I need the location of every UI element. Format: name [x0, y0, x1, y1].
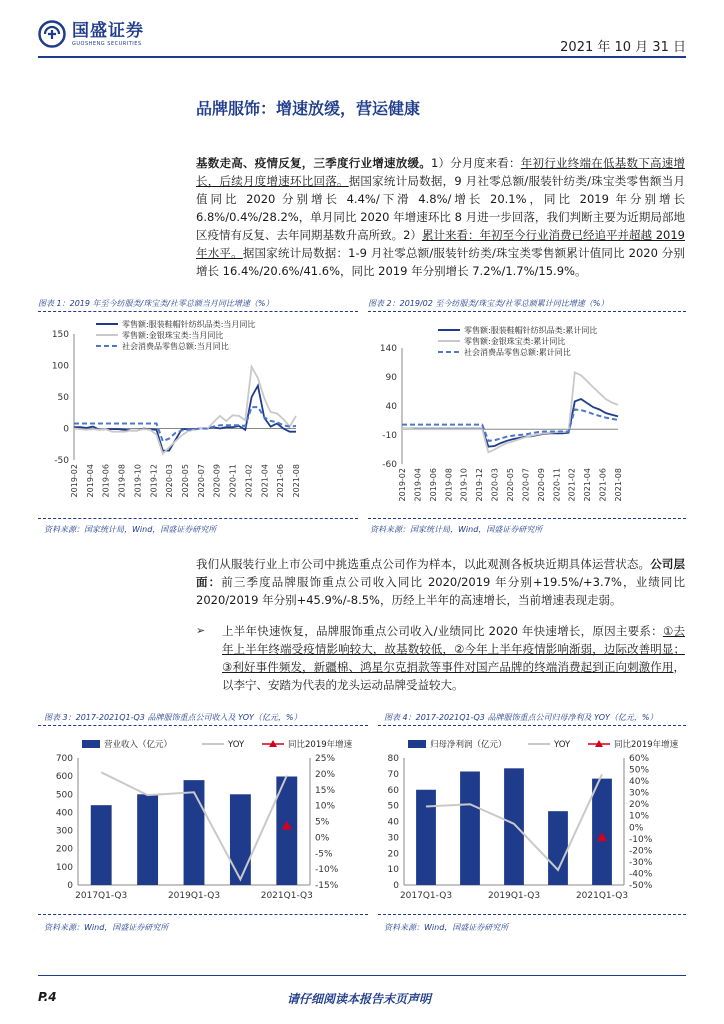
legend-label: 零售额:金银珠宝类:当月同比	[122, 331, 224, 340]
x-tick-label: 2021-08	[614, 468, 623, 502]
figure-1-caption: 图表 1：2019 年至今纺服类/珠宝类/社零总额当月同比增速（%）	[38, 299, 274, 308]
x-tick-label: 2021-02	[567, 468, 577, 502]
bar	[504, 768, 524, 885]
y-tick-label: 40	[385, 402, 397, 412]
y2-tick-label: 30%	[629, 788, 650, 799]
x-tick-label: 2020-09	[536, 468, 546, 502]
bar	[416, 790, 436, 885]
y-tick-label: 50	[57, 393, 69, 403]
y2-tick-label: 20%	[315, 769, 336, 780]
section-title: 品牌服饰：增速放缓，营运健康	[196, 99, 421, 118]
x-tick-label: 2021-04	[260, 464, 270, 498]
footer-disclaimer: 请仔细阅读本报告末页声明	[287, 992, 432, 1006]
y2-tick-label: 25%	[315, 754, 336, 764]
x-tick-label: 2017Q1-Q3	[399, 891, 453, 901]
brand-logo	[38, 20, 144, 48]
y2-tick-label: 10%	[629, 811, 650, 822]
x-tick-label: 2019-10	[459, 468, 469, 502]
legend-label: 营业收入（亿元）	[104, 740, 173, 750]
legend-label: 社会消费品零售总额:累计同比	[464, 348, 571, 357]
x-tick-label: 2019-06	[428, 468, 438, 502]
y2-tick-label: -20%	[629, 846, 653, 857]
bar	[137, 794, 158, 885]
x-tick-label: 2020-11	[552, 468, 562, 502]
y-tick-label: 600	[55, 772, 73, 783]
y2-tick-label: -40%	[629, 869, 653, 880]
paragraph-industry: 基数走高、疫情反复，三季度行业增速放缓。1）分月度来看：年初行业终端在低基数下高速增长，后续月度增速环比回落。据国家统计局数据，9 月社零总额/服装针纺类/珠宝类零售额当月值同比 2020 分别增长 4.4%/下滑 4.8%/增长 20.1%，同比 2019 年分别增长 6.8%/0.4%/28.2%，单月同比 2020 年增速环比 8 月进一步回落，我们判断主要为近期局部地区疫情有反复、去年同期基数升高所致。2）累计来看：年初至今行业消费已经追平并超越 2019 年水平。据国家统计局数据：1-9 月社零总额/服装针纺类/珠宝类零售额累计值同比 2020 分别增长 16.4%/20.6%/41.6%，同比 2019 年分别增长 7.2%/1.7%/15.9%。	[196, 156, 686, 278]
legend-label: 零售额:服装鞋帽针纺织品类:累计同比	[464, 326, 598, 335]
legend-swatch	[408, 740, 426, 748]
y-tick-label: 0	[393, 881, 399, 891]
y2-tick-label: 0%	[629, 823, 644, 834]
x-tick-label: 2019-02	[398, 468, 407, 502]
y2-tick-label: -10%	[315, 865, 339, 876]
chart-profit-yoy	[378, 730, 686, 910]
y-tick-label: 20	[387, 849, 399, 860]
x-tick-label: 2021-02	[244, 464, 254, 498]
y2-tick-label: -15%	[315, 881, 339, 891]
y2-tick-label: -5%	[315, 849, 333, 860]
x-tick-label: 2019-04	[85, 464, 95, 498]
figure-2-top-rule	[368, 311, 686, 312]
y-tick-label: 700	[55, 754, 73, 764]
brand-name-en: GUOSHENG SECURITIES	[72, 41, 142, 47]
x-tick-label: 2019-04	[413, 468, 423, 502]
x-tick-label: 2020-07	[196, 464, 206, 498]
y-tick-label: 140	[379, 344, 397, 354]
y-tick-label: 300	[55, 826, 73, 837]
y-tick-label: 200	[55, 844, 73, 855]
y-tick-label: 0	[67, 881, 73, 891]
chart-monthly-yoy	[38, 316, 358, 516]
x-tick-label: 2021-04	[583, 468, 593, 502]
x-tick-label: 2020-05	[181, 464, 190, 498]
figure-4-top-rule	[378, 725, 686, 726]
y2-tick-label: 0%	[315, 833, 330, 844]
x-tick-label: 2019-08	[444, 468, 454, 502]
x-tick-label: 2020-09	[212, 464, 222, 498]
figure-4-caption: 图表 4：2017-2021Q1-Q3 品牌服饰重点公司归母净利及 YOY（亿元，%）	[384, 713, 658, 722]
x-tick-label: 2021Q1-Q3	[575, 891, 629, 901]
x-tick-label: 2019Q1-Q3	[167, 891, 221, 901]
report-date: 2021 年 10 月 31 日	[560, 40, 686, 55]
figure-4-source: 资料来源：Wind，国盛证券研究所	[384, 923, 509, 932]
figure-2-caption: 图表 2：2019/02 至今纺服类/珠宝类/社零总额累计同比增速（%）	[368, 299, 609, 308]
figure-3-bottom-rule	[38, 914, 368, 915]
bar	[91, 805, 112, 885]
paragraph-company: 我们从服装行业上市公司中挑选重点公司作为样本，以此观测各板块近期具体运营状态。公司层面：前三季度品牌服饰重点公司收入同比 2020/2019 年分别+19.5%/+3.7%，业绩同比 2020/2019 年分别+45.9%/-8.5%，历经上半年的高速增长，当前增速表现走弱。	[196, 557, 685, 607]
paragraph-company-lead: 公司层面：	[196, 557, 685, 589]
x-tick-label: 2021Q1-Q3	[260, 891, 313, 901]
bar	[592, 779, 612, 885]
y-tick-label: 50	[387, 801, 399, 812]
series-line-1	[402, 399, 618, 447]
y-tick-label: 100	[51, 361, 69, 372]
figure-2-bottom-rule	[368, 518, 686, 519]
x-tick-label: 2020-07	[521, 468, 531, 502]
bar	[460, 771, 480, 885]
chart-revenue-yoy	[38, 730, 368, 910]
x-tick-label: 2020-03	[165, 464, 175, 498]
y-tick-label: 150	[51, 330, 69, 340]
x-tick-label: 2019-08	[117, 464, 127, 498]
y-tick-label: 60	[387, 785, 399, 796]
x-tick-label: 2019-12	[475, 468, 485, 502]
y-tick-label: -10	[382, 431, 397, 441]
y-tick-label: 90	[385, 373, 397, 383]
x-tick-label: 2021-06	[276, 464, 286, 498]
legend-label: 社会消费品零售总额:当月同比	[122, 342, 229, 351]
y2-tick-label: 20%	[629, 800, 650, 811]
x-tick-label: 2019Q1-Q3	[487, 891, 541, 901]
legend-label: YOY	[554, 740, 571, 750]
y-tick-label: 100	[55, 862, 73, 873]
bullet-arrow-icon: ➢	[196, 624, 206, 637]
y-tick-label: 70	[387, 769, 399, 780]
legend-label: YOY	[228, 740, 245, 750]
bullet-text: 上半年快速恢复，品牌服饰重点公司收入/业绩同比 2020 年快速增长，原因主要系：①去年上半年终端受疫情影响较大，故基数较低，②今年上半年疫情影响渐弱，边际改善明显；③利好事件频发，新疆棉、鸿星尔克捐款等事件对国产品牌的终端消费起到正向刺激作用，以李宁、安踏为代表的龙头运动品牌受益较大。	[222, 624, 686, 692]
paragraph-lead: 基数走高、疫情反复，三季度行业增速放缓。	[196, 156, 431, 170]
x-tick-label: 2020-03	[490, 468, 500, 502]
x-tick-label: 2019-06	[101, 464, 111, 498]
figure-1-bottom-rule	[38, 518, 358, 519]
y-tick-label: 80	[387, 754, 399, 764]
series-line-3	[402, 410, 618, 441]
bar	[548, 811, 568, 885]
legend-label: 同比2019年增速	[614, 740, 679, 750]
y-tick-label: 400	[55, 808, 73, 819]
guosheng-logo-icon	[38, 20, 66, 48]
y2-tick-label: -30%	[629, 857, 653, 868]
legend-label: 零售额:金银珠宝类:累计同比	[464, 337, 566, 346]
x-tick-label: 2020-11	[228, 464, 238, 498]
figure-3-top-rule	[38, 725, 368, 726]
footer-rule	[38, 975, 686, 976]
bar	[230, 794, 251, 885]
chart-cumulative-yoy	[368, 316, 686, 516]
brand-name: 国盛证券	[72, 21, 144, 41]
legend-swatch	[82, 740, 100, 748]
y2-tick-label: -50%	[629, 881, 653, 891]
x-tick-label: 2020-05	[506, 468, 515, 502]
y-tick-label: 0	[63, 424, 69, 435]
y2-tick-label: 60%	[629, 754, 650, 764]
header-rule	[38, 56, 686, 58]
y2-tick-label: -10%	[629, 834, 653, 845]
y2-tick-label: 10%	[315, 801, 336, 812]
x-tick-label: 2021-08	[292, 464, 301, 498]
legend-label: 归母净利润（亿元）	[430, 740, 507, 750]
figure-1-source: 资料来源：国家统计局，Wind，国盛证券研究所	[44, 525, 217, 534]
y2-tick-label: 15%	[315, 785, 336, 796]
figure-3-caption: 图表 3：2017-2021Q1-Q3 品牌服饰重点公司收入及 YOY（亿元，%）	[44, 713, 302, 722]
y2-tick-label: 50%	[629, 765, 650, 776]
bullet-item	[196, 622, 685, 694]
x-tick-label: 2019-10	[133, 464, 143, 498]
y-tick-label: 40	[387, 817, 399, 828]
legend-label: 同比2019年增速	[288, 740, 353, 750]
figure-2-source: 资料来源：国家统计局，Wind，国盛证券研究所	[370, 525, 543, 534]
y-tick-label: 500	[55, 790, 73, 801]
y2-tick-label: 5%	[315, 817, 330, 828]
figure-4-bottom-rule	[378, 914, 686, 915]
x-tick-label: 2021-06	[598, 468, 608, 502]
y2-tick-label: 40%	[629, 777, 650, 788]
y-tick-label: 30	[387, 833, 399, 844]
y-tick-label: 10	[387, 865, 399, 876]
x-tick-label: 2019-02	[70, 464, 79, 498]
figure-3-source: 资料来源：Wind，国盛证券研究所	[44, 923, 169, 932]
bar	[184, 780, 205, 885]
legend-label: 零售额:服装鞋帽针纺织品类:当月同比	[122, 320, 256, 329]
y-tick-label: -50	[54, 456, 69, 466]
x-tick-label: 2017Q1-Q3	[75, 891, 128, 901]
x-tick-label: 2019-12	[149, 464, 159, 498]
page-number: P.4	[38, 990, 57, 1004]
y-tick-label: -60	[382, 460, 397, 470]
figure-1-top-rule	[38, 311, 358, 312]
